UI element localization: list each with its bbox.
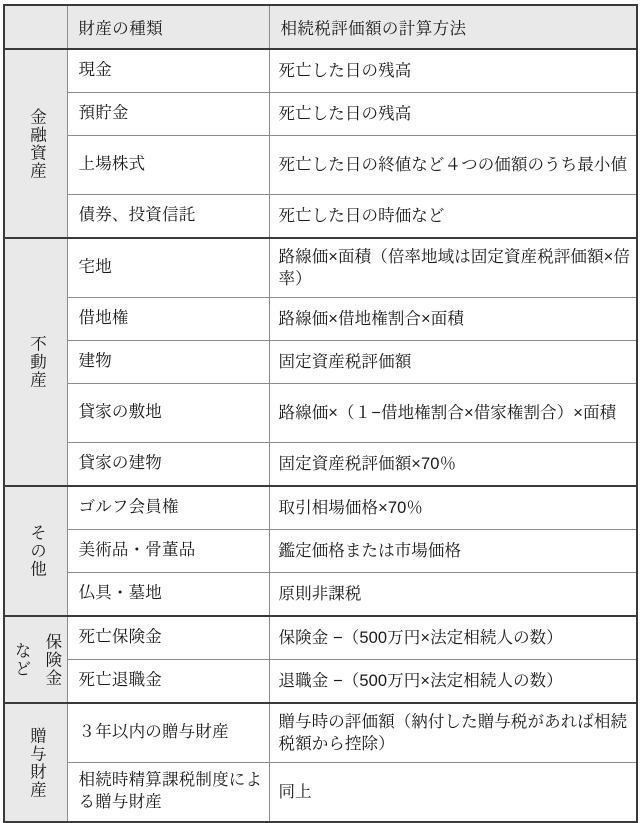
asset-type-cell: 預貯金 — [67, 93, 269, 136]
inheritance-tax-valuation-table — [3, 4, 636, 811]
header-asset-type: 財産の種類 — [67, 5, 269, 49]
category-label-cell — [4, 486, 67, 616]
calculation-method-cell: 取引相場価格×70％ — [269, 486, 637, 530]
calculation-method-cell: 固定資産税評価額×70％ — [269, 443, 637, 487]
table-row — [4, 195, 637, 239]
category-label-cell — [4, 703, 67, 822]
calculation-method-cell: 原則非課税 — [269, 573, 637, 617]
table-row — [4, 763, 637, 823]
table-row — [4, 530, 637, 573]
category-label-vertical — [5, 335, 67, 389]
calculation-method-cell: 保険金 −（500万円×法定相続人の数） — [269, 616, 637, 660]
asset-type-cell: 相続時精算課税制度による贈与財産 — [67, 763, 269, 823]
category-label-vertical — [5, 524, 67, 578]
asset-type-cell: 借地権 — [67, 298, 269, 341]
table-row — [4, 136, 637, 195]
calculation-method-cell: 鑑定価格または市場価格 — [269, 530, 637, 573]
table-row — [4, 341, 637, 384]
asset-type-cell: 死亡保険金 — [67, 616, 269, 660]
category-label-column: 保険金 — [42, 632, 61, 687]
calculation-method-cell: 退職金 −（500万円×法定相続人の数） — [269, 660, 637, 704]
calculation-method-cell: 死亡した日の残高 — [269, 93, 637, 136]
calculation-method-cell: 死亡した日の時価など — [269, 195, 637, 239]
table-row — [4, 703, 637, 763]
asset-type-cell: 美術品・骨董品 — [67, 530, 269, 573]
category-label-cell — [4, 238, 67, 486]
table-row — [4, 573, 637, 617]
calculation-method-cell: 路線価×借地権割合×面積 — [269, 298, 637, 341]
category-label-column: など — [12, 641, 31, 678]
table-row — [4, 660, 637, 704]
asset-type-cell: ３年以内の贈与財産 — [67, 703, 269, 763]
category-label-vertical — [5, 108, 67, 180]
calculation-method-cell: 死亡した日の終値など４つの価額のうち最小値 — [269, 136, 637, 195]
table-body — [4, 49, 637, 822]
asset-type-cell: ゴルフ会員権 — [67, 486, 269, 530]
table-row — [4, 49, 637, 93]
asset-type-cell: 貸家の建物 — [67, 443, 269, 487]
header-calculation-method: 相続税評価額の計算方法 — [269, 5, 637, 49]
asset-type-cell: 現金 — [67, 49, 269, 93]
table-row — [4, 298, 637, 341]
asset-type-cell: 債券、投資信託 — [67, 195, 269, 239]
calculation-method-cell: 路線価×面積（倍率地域は固定資産税評価額×倍率） — [269, 238, 637, 298]
asset-type-cell: 建物 — [67, 341, 269, 384]
asset-type-cell: 貸家の敷地 — [67, 384, 269, 443]
calculation-method-cell: 贈与時の評価額（納付した贈与税があれば相続税額から控除） — [269, 703, 637, 763]
table-row — [4, 93, 637, 136]
table-row — [4, 616, 637, 660]
category-label-column: 贈与財産 — [27, 726, 46, 799]
asset-type-cell: 上場株式 — [67, 136, 269, 195]
table-row — [4, 238, 637, 298]
category-label-cell — [4, 49, 67, 238]
asset-type-cell: 仏具・墓地 — [67, 573, 269, 617]
category-label-column: 金融資産 — [27, 107, 46, 180]
category-label-column: 不動産 — [27, 335, 46, 389]
table-row — [4, 384, 637, 443]
header-group-blank — [4, 5, 67, 49]
calculation-method-cell: 路線価×（１−借地権割合×借家権割合）×面積 — [269, 384, 637, 443]
tax-table — [3, 4, 638, 823]
category-label-column: その他 — [27, 524, 46, 578]
calculation-method-cell: 固定資産税評価額 — [269, 341, 637, 384]
table-header — [4, 5, 637, 49]
category-label-vertical — [5, 727, 67, 799]
calculation-method-cell: 同上 — [269, 763, 637, 823]
calculation-method-cell: 死亡した日の残高 — [269, 49, 637, 93]
header-row — [4, 5, 637, 49]
table-row — [4, 486, 637, 530]
table-row — [4, 443, 637, 487]
asset-type-cell: 宅地 — [67, 238, 269, 298]
asset-type-cell: 死亡退職金 — [67, 660, 269, 704]
